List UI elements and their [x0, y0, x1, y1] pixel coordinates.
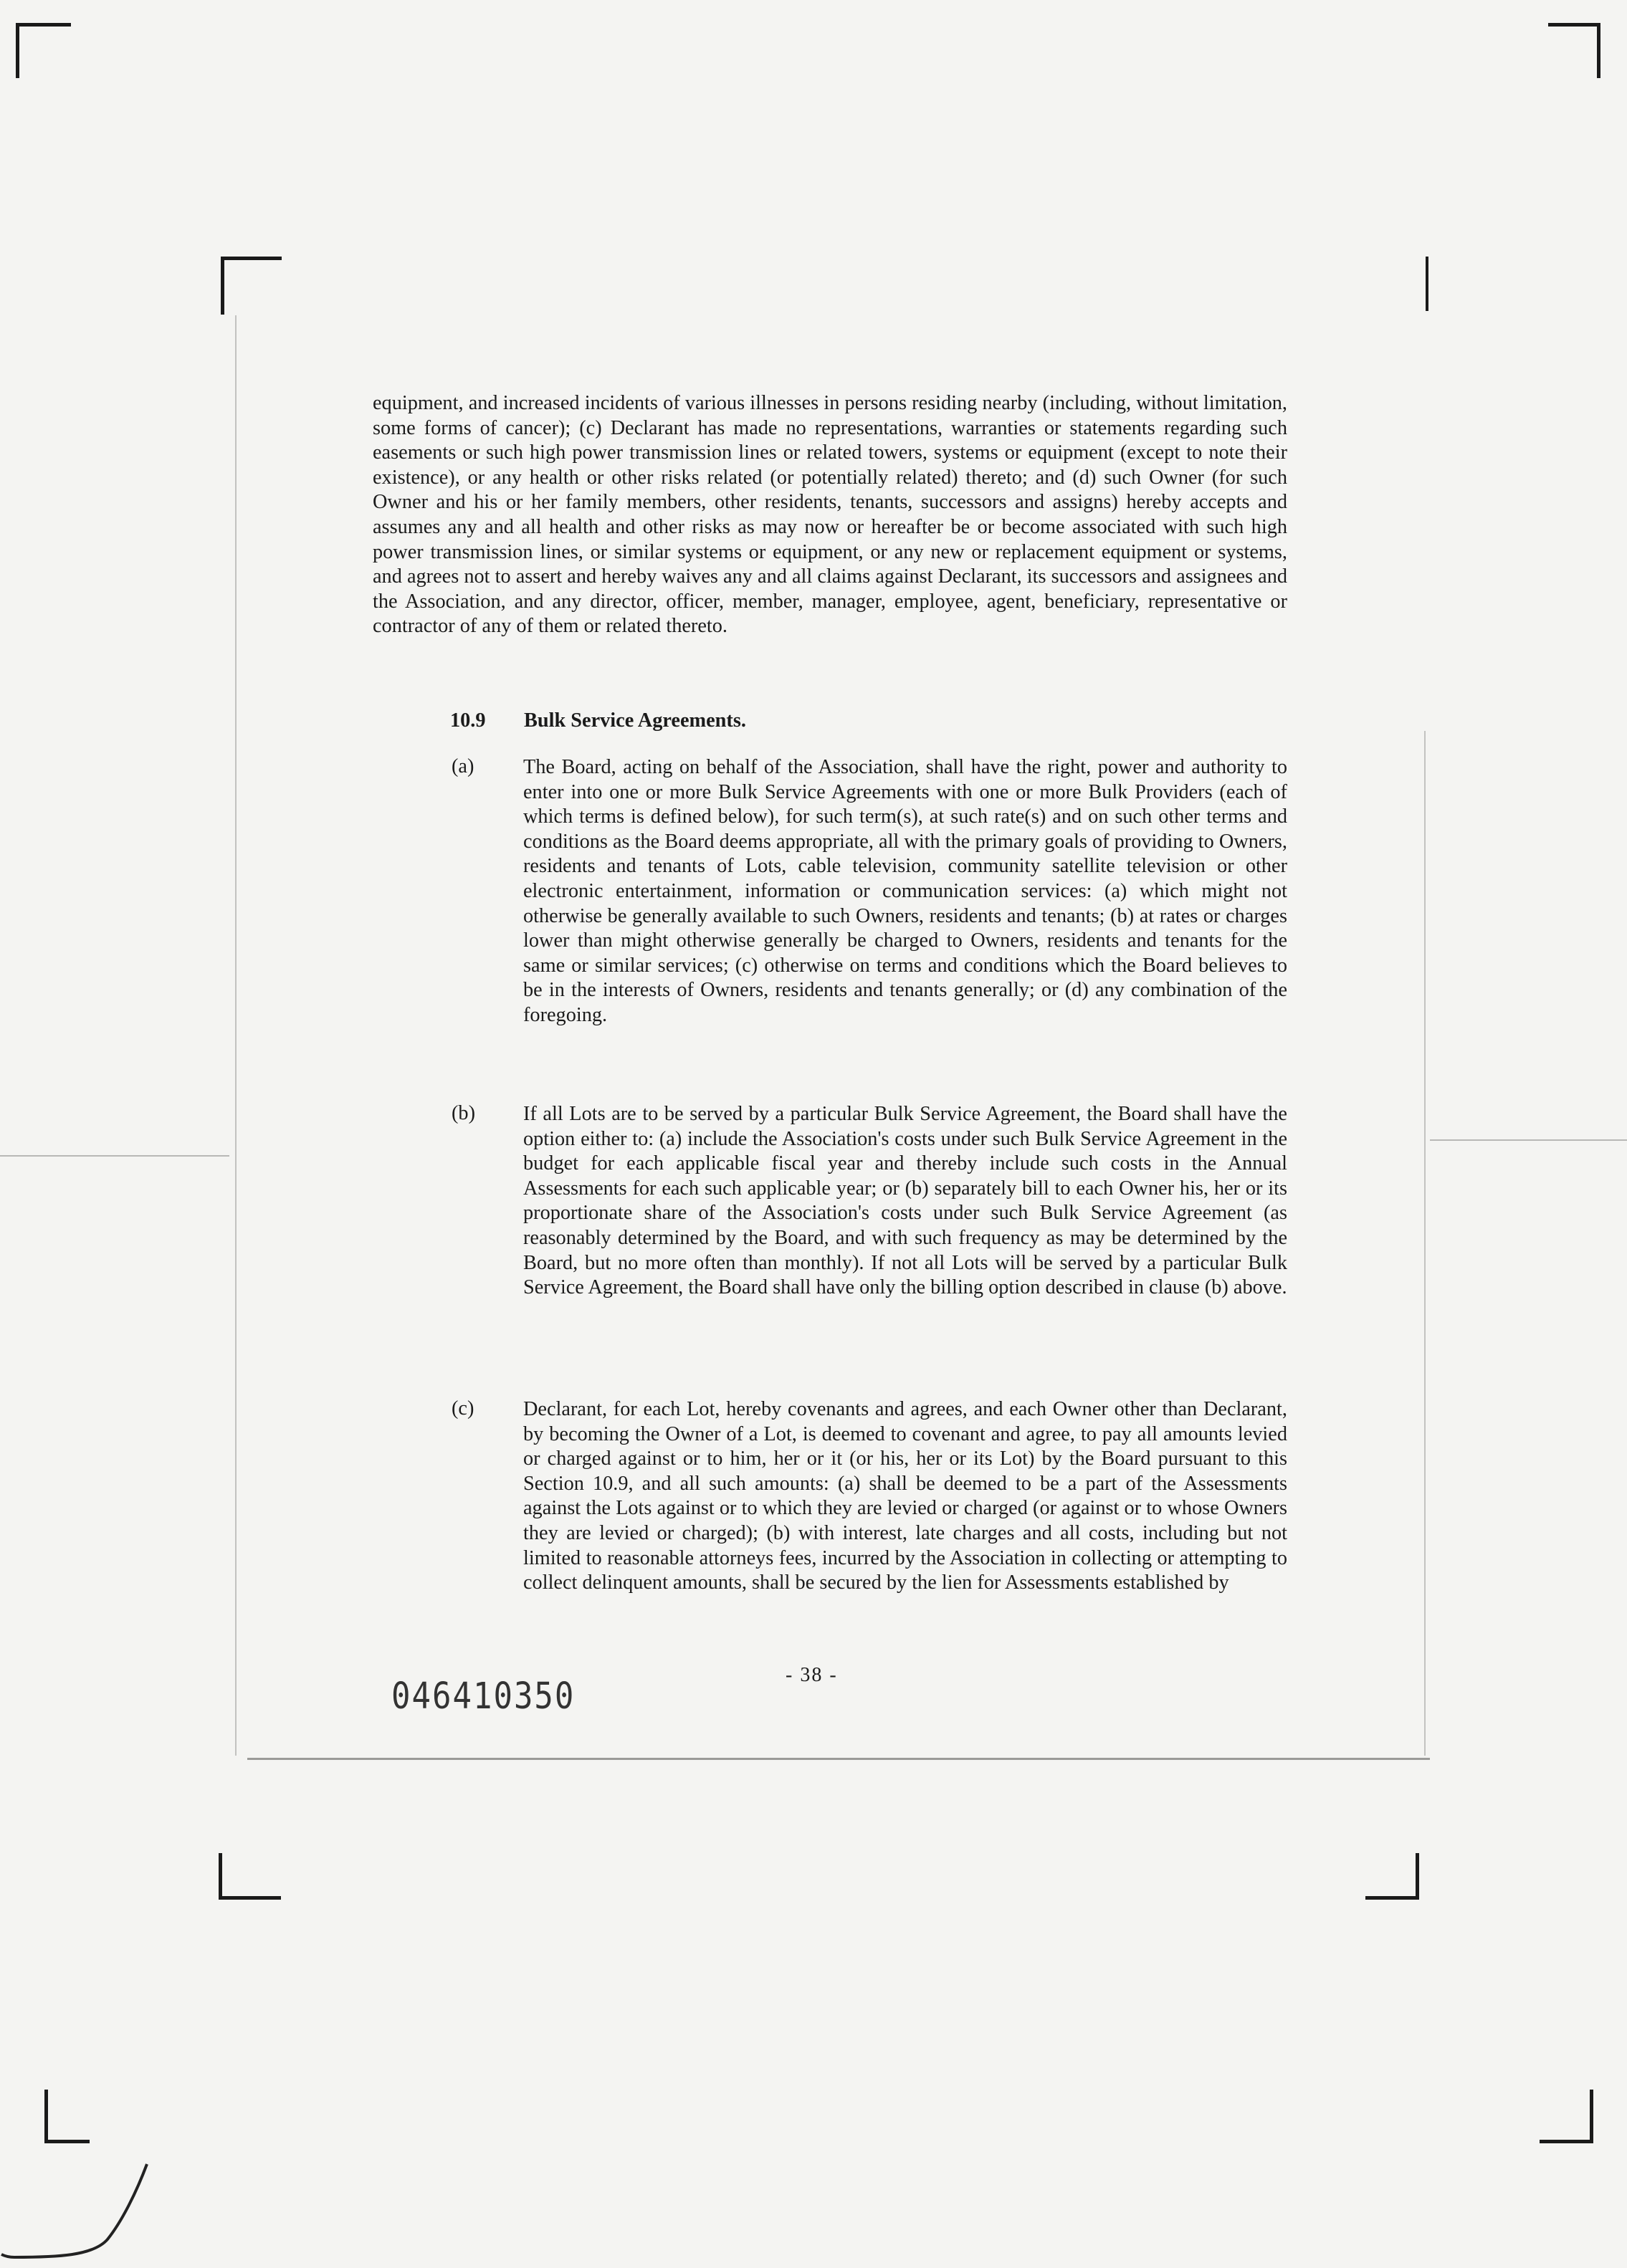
page-bottom-rule: [247, 1758, 1430, 1760]
crop-mark-top-left-outer: [16, 23, 71, 78]
section-number: 10.9: [450, 709, 486, 732]
item-text-c: Declarant, for each Lot, hereby covenants and agrees, and each Owner other than Declarant, by becoming the Owner of a Lot, is deemed to covenant and agree, to pay all amounts levied or charged against or to him, her or it (or his, her or its Lot) by the Board pursuant to this Section 10.9, and all such amounts: (a) shall be deemed to be a part of the Assessments against the Lots against or to which they are levied or charged (or against or to whose Owners they are levied or charged); (b) with interest, late charges and all costs, including but not limited to reasonable attorneys fees, incurred by the Association in collecting or attempting to collect delinquent amounts, shall be secured by the lien for Assessments established by: [523, 1398, 1287, 1594]
item-label-b: (b): [452, 1102, 475, 1124]
crop-mark-top-right-inner: [1423, 257, 1428, 311]
crop-mark-top-left-inner: [221, 257, 282, 315]
item-text-b: If all Lots are to be served by a particular Bulk Service Agreement, the Board shall have the option either to: (a) include the Association's costs under such Bulk Service Agreement in the budget for each applicable fiscal year and thereby include such costs in the Annual Assessments for each such applicable year; or (b) separately bill to each Owner his, her or its proportionate share of the Association's costs under such Bulk Service Agreement (as reasonably determined by the Board, and with such frequency as may be determined by the Board, but no more often than monthly). If not all Lots will be served by a particular Bulk Service Agreement, the Board shall have only the billing option described in clause (b) above.: [523, 1103, 1287, 1299]
document-code: 046410350: [391, 1675, 576, 1718]
section-heading: [450, 709, 746, 732]
crop-mark-bottom-right-inner: [1365, 1853, 1419, 1900]
crop-mark-bottom-left-inner: [219, 1853, 281, 1900]
intro-paragraph: equipment, and increased incidents of various illnesses in persons residing nearby (including, without limitation, some forms of cancer); (c) Declarant has made no representations, warranties or statements regarding such easements or such high power transmission lines or related towers, systems or equipment (except to note their existence), or any health or other risks related (or potentially related) thereto; and (d) such Owner (for such Owner and his or her family members, other residents, tenants, successors and assigns) hereby accepts and assumes any and all health and other risks as may now or hereafter be or become associated with such high power transmission lines, or similar systems or equipment, or any new or replacement equipment or systems, and agrees not to assert and hereby waives any and all claims against Declarant, its successors and assignees and the Association, and any director, officer, member, manager, employee, agent, beneficiary, representative or contractor of any of them or related thereto.: [373, 392, 1287, 638]
item-label-a: (a): [452, 755, 474, 777]
crop-mark-bottom-right-outer: [1540, 2090, 1593, 2143]
item-text-a: The Board, acting on behalf of the Association, shall have the right, power and authority to enter into one or more Bulk Service Agreements with one or more Bulk Providers (each of which terms is defined below), for such term(s), at such rate(s) and on such other terms and conditions as the Board deems appropriate, all with the primary goals of providing to Owners, residents and tenants of Lots, cable television, community satellite television or other electronic entertainment, information or communication services: (a) which might not otherwise be generally available to such Owners, residents and tenants; (b) at rates or charges lower than might otherwise generally be charged to Owners, residents and tenants for the same or similar services; (c) otherwise on terms and conditions which the Board believes to be in the interests of Owners, residents and tenants generally; or (d) any combination of the foregoing.: [523, 756, 1287, 1026]
section-title: Bulk Service Agreements.: [524, 709, 746, 732]
scan-edge-right: [1424, 731, 1426, 1756]
crop-mark-bottom-left-outer: [44, 2090, 90, 2143]
scan-line-left: [0, 1155, 229, 1157]
page-number: - 38 -: [786, 1664, 838, 1686]
crop-mark-top-right-outer: [1548, 23, 1600, 78]
item-label-c: (c): [452, 1397, 474, 1420]
scan-edge-left: [235, 315, 237, 1756]
scan-line-right: [1430, 1139, 1627, 1141]
handwritten-mark-icon: [0, 2150, 158, 2268]
